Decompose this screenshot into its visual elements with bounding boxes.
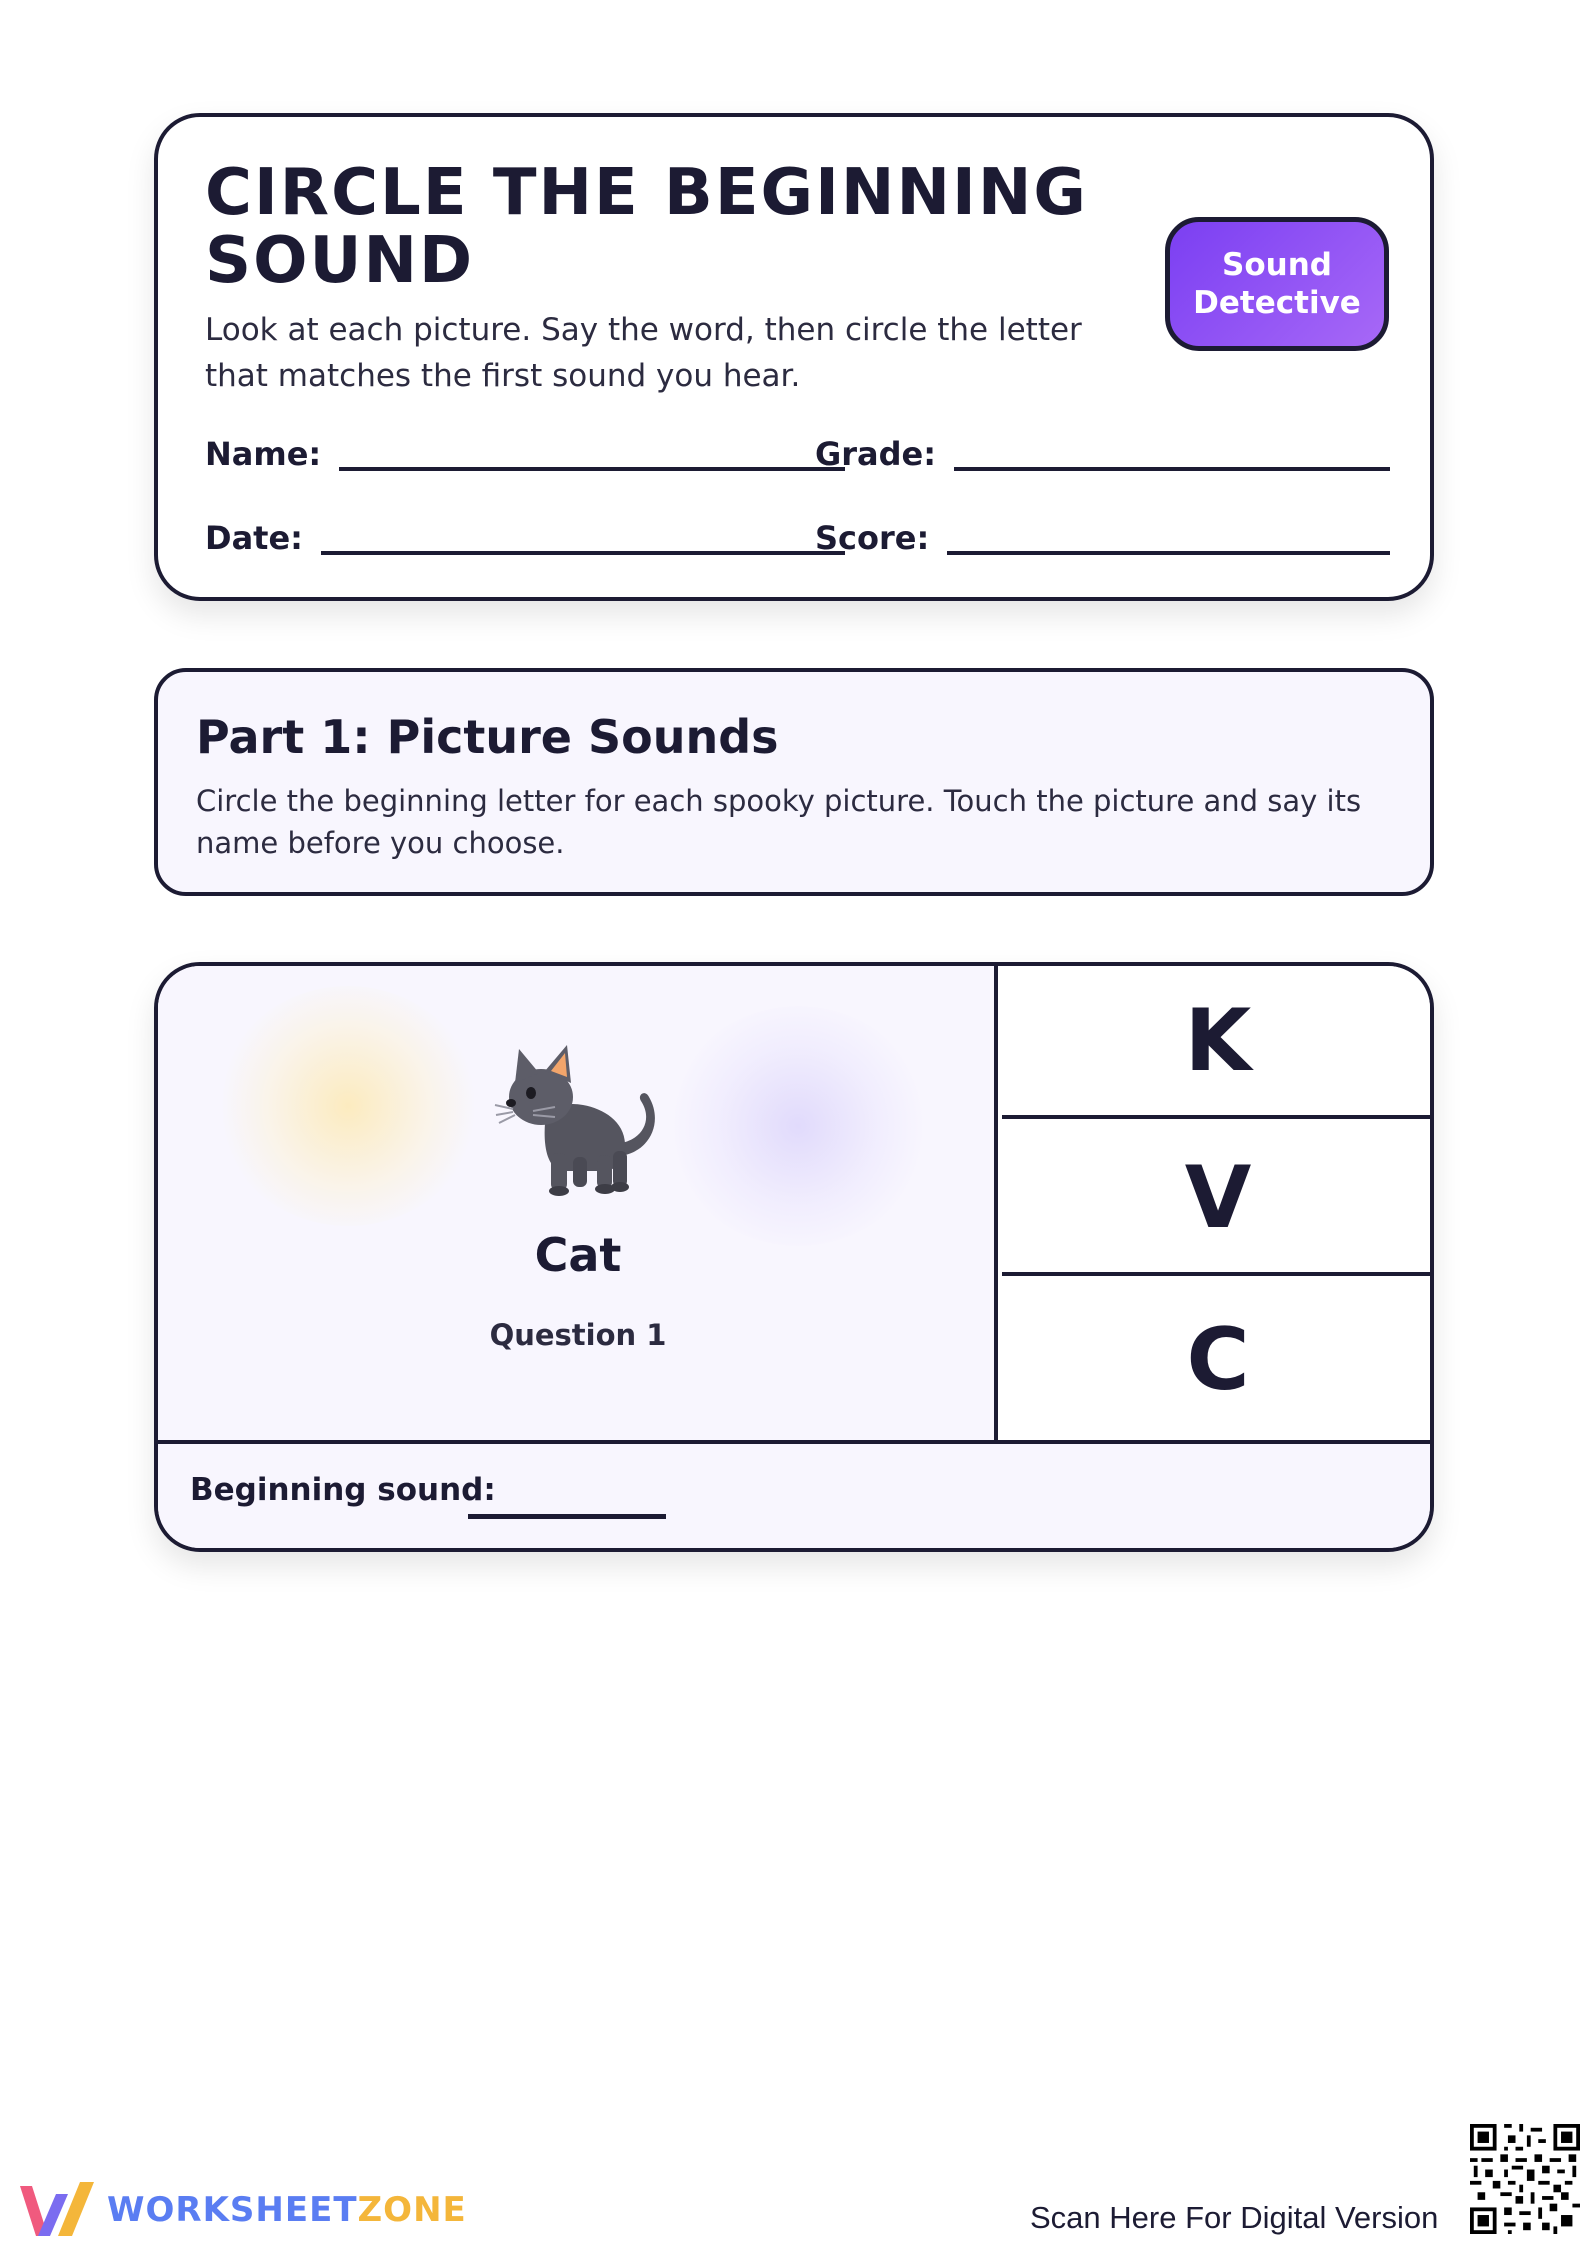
name-line[interactable] [339, 467, 845, 471]
name-label: Name: [205, 435, 322, 473]
choice-v[interactable]: V [1002, 1123, 1434, 1276]
choice-k[interactable]: K [1002, 966, 1434, 1119]
part-title: Part 1: Picture Sounds [196, 710, 779, 764]
date-label: Date: [205, 519, 303, 557]
grade-label: Grade: [815, 435, 937, 473]
beginning-sound-label: Beginning sound: [190, 1472, 496, 1508]
score-line[interactable] [947, 551, 1390, 555]
part-description: Circle the beginning letter for each spooky picture. Touch the picture and say its name before you choose. [196, 784, 1362, 860]
date-line[interactable] [321, 551, 845, 555]
decorative-glow-purple [668, 1006, 928, 1246]
picture-area [158, 966, 998, 1440]
grade-field[interactable] [815, 435, 1390, 473]
brand-name-first: WORKSHEET [107, 2190, 358, 2230]
name-field[interactable] [205, 435, 845, 473]
score-label: Score: [815, 519, 930, 557]
score-field[interactable] [815, 519, 1390, 557]
qr-code-icon[interactable] [1470, 2124, 1580, 2234]
choice-c[interactable]: C [1002, 1280, 1434, 1440]
worksheet-instructions: Look at each picture. Say the word, then circle the letter that matches the first sound you hear. [205, 312, 1082, 394]
date-field[interactable] [205, 519, 845, 557]
grade-line[interactable] [954, 467, 1390, 471]
header-card [154, 113, 1434, 601]
worksheet-title: CIRCLE THE BEGINNING SOUND [205, 156, 1088, 298]
brand-name-second: ZONE [357, 2190, 467, 2230]
sound-detective-badge: Sound Detective [1165, 217, 1389, 351]
part-card [154, 668, 1434, 896]
answer-row [158, 1440, 1434, 1552]
decorative-glow-yellow [218, 986, 478, 1226]
worksheetzone-logo-icon [18, 2180, 96, 2238]
question-number: Question 1 [489, 1318, 667, 1352]
question-card [154, 962, 1434, 1552]
scan-text: Scan Here For Digital Version [1030, 2200, 1439, 2235]
beginning-sound-answer-line[interactable] [468, 1514, 666, 1519]
cat-icon [493, 1031, 673, 1211]
picture-word: Cat [534, 1228, 622, 1282]
brand-name [107, 2190, 467, 2230]
